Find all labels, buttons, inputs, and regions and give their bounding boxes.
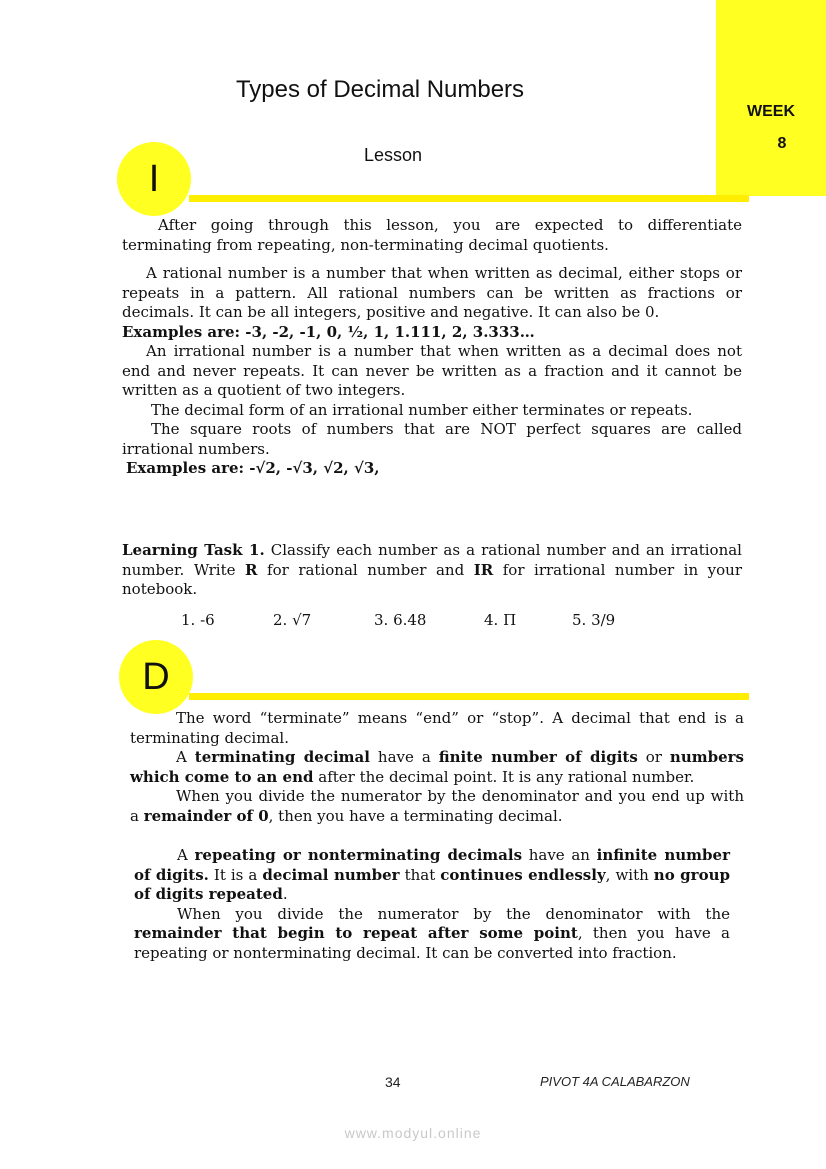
decimal-form-note: The decimal form of an irrational number either terminates or repeats.: [151, 400, 693, 419]
learning-task-text: Learning Task 1. Classify each number as a rational number and an irrational number. Write R for rational number and IR for irrational number in your notebook.: [122, 541, 742, 598]
lesson-intro: After going through this lesson, you are expected to differentiate terminating from repeating, non-terminating decimal quotients.: [122, 216, 742, 254]
rational-examples: Examples are: -3, -2, -1, 0, ½, 1, 1.111, 2, 3.333…: [122, 322, 535, 341]
section-i-badge: I: [117, 142, 191, 216]
rational-definition: A rational number is a number that when written as decimal, either stops or repeats in a pattern. All rational numbers can be written as fractions or decimals. It can be all integers, positive and negative. It can also be 0.: [122, 264, 742, 321]
week-label: WEEK: [747, 103, 795, 120]
repeating-division: When you divide the numerator by the denominator with the remainder that begin to repeat after some point, then you have a repeating or nonterminating decimal. It can be converted into fraction.: [134, 904, 731, 962]
lesson-label: Lesson: [364, 145, 423, 165]
task-item-2: 2. √7: [273, 611, 312, 629]
task-item-5: 5. 3/9: [572, 611, 616, 629]
repeating-definition: A repeating or nonterminating decimals have an infinite number of digits. It is a decimal number that continues endlessly, with no group of digits repeated.: [134, 846, 730, 903]
page-number: 34: [385, 1074, 401, 1090]
square-roots-note: The square roots of numbers that are NOT perfect squares are called irrational numbers.: [122, 420, 742, 458]
irrational-definition: An irrational number is a number that when written as a decimal does not end and never repeats. It can never be written as a fraction and it cannot be written as a quotient of two integers.: [122, 342, 742, 399]
terminating-division: When you divide the numerator by the denominator and you end up with a remainder of 0, then you have a terminating decimal.: [130, 787, 744, 825]
section-i-divider: [189, 195, 749, 202]
page-title: Types of Decimal Numbers: [235, 76, 525, 103]
task-item-4: 4. Π: [484, 611, 517, 629]
week-tab: [716, 0, 826, 196]
watermark: www.modyul.online: [344, 1125, 482, 1141]
terminate-meaning: The word “terminate” means “end” or “stop”. A decimal that end is a terminating decimal.: [130, 709, 744, 747]
section-d-divider: [189, 693, 749, 700]
discover-content-1: [130, 709, 744, 826]
lesson-intro-block: [122, 216, 742, 255]
discover-content-2: [134, 846, 730, 963]
week-number: 8: [777, 135, 787, 152]
learning-task: [122, 541, 742, 600]
terminating-definition: A terminating decimal have a finite number of digits or numbers which come to an end after the decimal point. It is any rational number.: [130, 748, 744, 786]
task-item-3: 3. 6.48: [374, 611, 427, 629]
footer-source: PIVOT 4A CALABARZON: [540, 1074, 690, 1089]
lesson-content: [122, 264, 742, 479]
irrational-examples: Examples are: -√2, -√3, √2, √3,: [126, 459, 380, 477]
task-item-1: 1. -6: [181, 611, 215, 629]
section-d-badge: D: [119, 640, 193, 714]
